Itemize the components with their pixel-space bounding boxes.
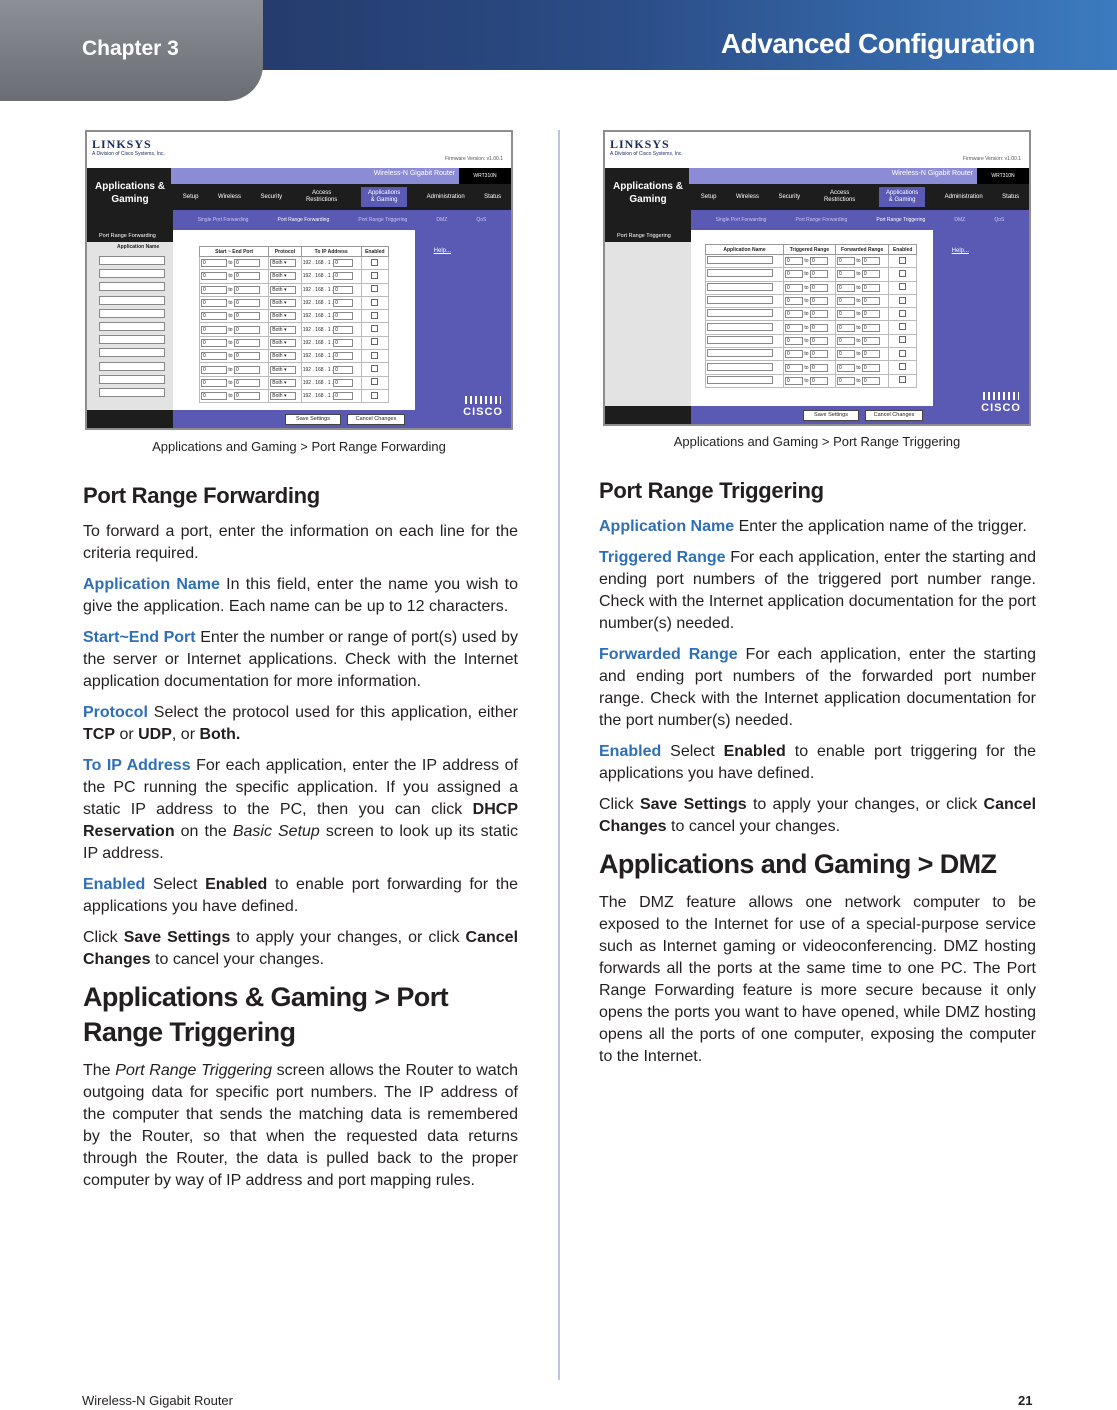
app-name-input[interactable] (99, 348, 165, 357)
to-label: to (228, 286, 233, 293)
model-number: WRT310N (977, 168, 1029, 184)
app-name-input[interactable] (99, 256, 165, 265)
menu-wireless[interactable]: Wireless (217, 193, 241, 200)
triggered-end-input[interactable]: 0 (810, 377, 828, 385)
para-protocol: Protocol Select the protocol used for this application, either TCP or UDP, or Both. (83, 704, 518, 743)
ip-prefix: 192 . 168 . 1 . (302, 366, 334, 373)
heading-port-range-triggering-right: Port Range Triggering (599, 478, 824, 503)
cancel-changes-button[interactable]: Cancel Changes (347, 414, 405, 425)
protocol-select[interactable]: Both ▾ (270, 326, 296, 334)
term-to-ip-address: To IP Address (83, 757, 191, 774)
term-start-end-port: Start~End Port (83, 629, 196, 646)
end-port-input[interactable]: 0 (234, 352, 260, 360)
heading-dmz: Applications and Gaming > DMZ (599, 849, 997, 879)
save-settings-button[interactable]: Save Settings (285, 414, 341, 425)
app-name-input[interactable] (707, 336, 773, 344)
ip-prefix: 192 . 168 . 1 . (302, 353, 334, 360)
table-row (200, 310, 389, 323)
figure1-caption: Applications and Gaming > Port Range Forwarding (152, 439, 446, 454)
to-label: to (228, 353, 233, 360)
col-enabled: Enabled (889, 245, 917, 255)
enabled-checkbox[interactable] (371, 312, 378, 319)
forwarded-start-input[interactable]: 0 (837, 270, 855, 278)
to-label: to (228, 300, 233, 307)
sidebar (605, 230, 691, 424)
logo-subtitle: A Division of Cisco Systems, Inc. (92, 151, 165, 157)
submenu-port-range-triggering[interactable]: Port Range Triggering (876, 217, 926, 223)
forwarded-start-input[interactable]: 0 (837, 377, 855, 385)
ip-last-octet-input[interactable]: 0 (333, 259, 353, 267)
to-label: to (228, 393, 233, 400)
forwarded-start-input[interactable]: 0 (837, 324, 855, 332)
forwarded-end-input[interactable]: 0 (862, 377, 880, 385)
ip-prefix: 192 . 168 . 1 . (302, 260, 334, 267)
app-name-input[interactable] (99, 362, 165, 371)
left-column (83, 483, 518, 1201)
sidebar (87, 230, 173, 428)
triggered-start-input[interactable]: 0 (785, 257, 803, 265)
submenu-dmz[interactable]: DMZ (954, 217, 966, 223)
submenu-qos[interactable]: QoS (476, 217, 487, 223)
app-name-input[interactable] (707, 323, 773, 331)
triggered-start-input[interactable]: 0 (785, 377, 803, 385)
triggered-end-input[interactable]: 0 (810, 297, 828, 305)
forwarded-end-input[interactable]: 0 (862, 270, 880, 278)
menu-administration[interactable]: Administration (944, 193, 983, 200)
enabled-checkbox[interactable] (371, 365, 378, 372)
protocol-select[interactable]: Both ▾ (270, 272, 296, 280)
triggered-end-input[interactable]: 0 (810, 310, 828, 318)
to-label: to (228, 326, 233, 333)
table-row (200, 363, 389, 376)
forwarded-end-input[interactable]: 0 (862, 257, 880, 265)
app-name-input[interactable] (707, 309, 773, 317)
to-label: to (856, 351, 861, 358)
enabled-checkbox[interactable] (899, 297, 906, 304)
triggered-start-input[interactable]: 0 (785, 284, 803, 292)
app-name-input[interactable] (99, 296, 165, 305)
table-row (706, 281, 917, 294)
triggered-start-input[interactable]: 0 (785, 270, 803, 278)
cisco-logo-icon (465, 396, 501, 404)
para-port-range-triggering: The Port Range Triggering screen allows the Router to watch outgoing data for specific port numbers. The IP address of the computer that sends the matching data is remembered by the Router, so that when the requested data returns through the Router, the data is pulled back to the proper computer by way of IP address and port mapping rules. (83, 1062, 519, 1189)
para-enabled: Enabled Select Enabled to enable port forwarding for the applications you have defined. (83, 876, 519, 915)
term-protocol: Protocol (83, 704, 148, 721)
to-label: to (804, 258, 809, 265)
triggered-start-input[interactable]: 0 (785, 350, 803, 358)
submenu-port-range-triggering[interactable]: Port Range Triggering (358, 217, 408, 223)
submenu-single-port[interactable]: Single Port Forwarding (197, 217, 249, 223)
end-port-input[interactable]: 0 (234, 366, 260, 374)
menu-setup[interactable]: Setup (700, 193, 717, 200)
menu-applications-gaming[interactable]: Applications & Gaming (879, 187, 925, 207)
forwarded-end-input[interactable]: 0 (862, 350, 880, 358)
triggered-start-input[interactable]: 0 (785, 310, 803, 318)
forwarded-end-input[interactable]: 0 (862, 337, 880, 345)
table-row (200, 283, 389, 296)
end-port-input[interactable]: 0 (234, 392, 260, 400)
submenu-port-range-forwarding[interactable]: Port Range Forwarding (795, 217, 848, 223)
forwarded-end-input[interactable]: 0 (862, 324, 880, 332)
para-to-ip-address: To IP Address For each application, enter the IP address of the PC running the specific application. If you assigned a static IP address to the PC, then you can click DHCP Reservation on the Basic Setup screen to look up its static IP address. (83, 757, 519, 862)
table-row (200, 336, 389, 349)
end-port-input[interactable]: 0 (234, 339, 260, 347)
save-settings-button[interactable]: Save Settings (803, 410, 859, 421)
app-name-header: Application Name (117, 244, 160, 250)
table-row (706, 374, 917, 387)
ip-last-octet-input[interactable]: 0 (333, 379, 353, 387)
to-label: to (228, 260, 233, 267)
app-name-input[interactable] (707, 256, 773, 264)
ip-last-octet-input[interactable]: 0 (333, 272, 353, 280)
start-port-input[interactable]: 0 (201, 366, 227, 374)
table-row (200, 257, 389, 270)
protocol-select[interactable]: Both ▾ (270, 259, 296, 267)
table-row (706, 255, 917, 268)
triggered-end-input[interactable]: 0 (810, 257, 828, 265)
end-port-input[interactable]: 0 (234, 379, 260, 387)
table-row (706, 321, 917, 334)
start-port-input[interactable]: 0 (201, 286, 227, 294)
ip-last-octet-input[interactable]: 0 (333, 339, 353, 347)
product-name: Wireless-N Gigabit Router (891, 170, 973, 177)
ip-prefix: 192 . 168 . 1 . (302, 379, 334, 386)
submenu-dmz[interactable]: DMZ (436, 217, 448, 223)
ip-prefix: 192 . 168 . 1 . (302, 339, 334, 346)
forwarded-start-input[interactable]: 0 (837, 257, 855, 265)
app-name-input[interactable] (707, 296, 773, 304)
menu-access-restrictions[interactable]: Access Restrictions (305, 190, 338, 203)
sub-menu (691, 210, 1029, 230)
page-title: Advanced Configuration (720, 28, 1035, 59)
end-port-input[interactable]: 0 (234, 272, 260, 280)
protocol-select[interactable]: Both ▾ (270, 286, 296, 294)
start-port-input[interactable]: 0 (201, 259, 227, 267)
app-name-input[interactable] (707, 376, 773, 384)
term-application-name: Application Name (599, 518, 735, 535)
table-row (706, 308, 917, 321)
enabled-checkbox[interactable] (371, 392, 378, 399)
term-forwarded-range: Forwarded Range (599, 646, 738, 663)
enabled-checkbox[interactable] (371, 259, 378, 266)
ip-last-octet-input[interactable]: 0 (333, 326, 353, 334)
table-row (200, 389, 389, 402)
forwarded-start-input[interactable]: 0 (837, 310, 855, 318)
to-label: to (856, 298, 861, 305)
ip-prefix: 192 . 168 . 1 . (302, 313, 334, 320)
enabled-checkbox[interactable] (899, 336, 906, 343)
enabled-checkbox[interactable] (899, 283, 906, 290)
end-port-input[interactable]: 0 (234, 312, 260, 320)
triggered-start-input[interactable]: 0 (785, 364, 803, 372)
menu-security[interactable]: Security (778, 193, 801, 200)
menu-applications-gaming[interactable]: Applications & Gaming (361, 187, 407, 207)
forwarded-end-input[interactable]: 0 (862, 297, 880, 305)
enabled-checkbox[interactable] (371, 285, 378, 292)
para-application-name: Application Name Enter the application name of the trigger. (599, 518, 1027, 535)
to-label: to (804, 311, 809, 318)
to-label: to (856, 258, 861, 265)
product-name: Wireless-N Gigabit Router (373, 170, 455, 177)
enabled-checkbox[interactable] (371, 352, 378, 359)
intro-paragraph: To forward a port, enter the information on each line for the criteria required. (83, 523, 518, 562)
sub-menu (173, 210, 511, 230)
start-port-input[interactable]: 0 (201, 272, 227, 280)
col-to-ip: To IP Address (301, 247, 361, 257)
table-row (706, 294, 917, 307)
triggered-start-input[interactable]: 0 (785, 324, 803, 332)
triggered-end-input[interactable]: 0 (810, 270, 828, 278)
enabled-checkbox[interactable] (899, 323, 906, 330)
cisco-logo-icon (983, 392, 1019, 400)
end-port-input[interactable]: 0 (234, 259, 260, 267)
term-triggered-range: Triggered Range (599, 549, 726, 566)
start-port-input[interactable]: 0 (201, 312, 227, 320)
enabled-checkbox[interactable] (899, 270, 906, 277)
ip-last-octet-input[interactable]: 0 (333, 352, 353, 360)
table-row (200, 296, 389, 309)
para-save-cancel: Click Save Settings to apply your changes, or click Cancel Changes to cancel your changes. (599, 796, 1037, 835)
triggered-end-input[interactable]: 0 (810, 350, 828, 358)
to-label: to (856, 324, 861, 331)
term-enabled: Enabled (83, 876, 146, 893)
start-port-input[interactable]: 0 (201, 392, 227, 400)
term-enabled: Enabled (599, 743, 662, 760)
table-row (706, 268, 917, 281)
to-label: to (804, 324, 809, 331)
column-divider (558, 130, 560, 1380)
logo-subtitle: A Division of Cisco Systems, Inc. (610, 151, 683, 157)
menu-security[interactable]: Security (260, 193, 283, 200)
page-number: 21 (1018, 1393, 1033, 1408)
app-name-inputs (99, 256, 165, 401)
model-number: WRT310N (459, 168, 511, 184)
enabled-checkbox[interactable] (899, 310, 906, 317)
to-label: to (856, 271, 861, 278)
para-triggered-range: Triggered Range For each application, enter the starting and ending port numbers of the triggered port number range. Check with the Internet application documentation for the port number(s) needed. (599, 549, 1036, 632)
start-port-input[interactable]: 0 (201, 339, 227, 347)
end-port-input[interactable]: 0 (234, 326, 260, 334)
protocol-select[interactable]: Both ▾ (270, 366, 296, 374)
protocol-select[interactable]: Both ▾ (270, 299, 296, 307)
para-dmz: The DMZ feature allows one network computer to be exposed to the Internet for use of a special-purpose service such as Internet gaming or videoconferencing. DMZ hosting forwards all the ports at the same time to one PC. The Port Range Forwarding feature is more secure because it only opens the ports you want to have opened, while DMZ hosting opens all the ports of one computer, exposing the computer to the Internet. (599, 894, 1036, 1065)
protocol-select[interactable]: Both ▾ (270, 379, 296, 387)
app-name-input[interactable] (99, 269, 165, 278)
table-row (200, 350, 389, 363)
enabled-checkbox[interactable] (371, 272, 378, 279)
app-name-input[interactable] (707, 349, 773, 357)
para-application-name: Application Name In this field, enter the name you wish to give the application. Each name can be up to 12 characters. (83, 576, 518, 615)
col-forwarded-range: Forwarded Range (835, 245, 888, 255)
ip-last-octet-input[interactable]: 0 (333, 299, 353, 307)
help-link[interactable]: Help... (433, 248, 451, 254)
table-row (200, 270, 389, 283)
submenu-qos[interactable]: QoS (994, 217, 1005, 223)
ip-last-octet-input[interactable]: 0 (333, 286, 353, 294)
help-link[interactable]: Help... (951, 248, 969, 254)
col-start-end-port: Start ~ End Port (200, 247, 269, 257)
app-name-input[interactable] (99, 282, 165, 291)
para-enabled: Enabled Select Enabled to enable port triggering for the applications you have defined. (599, 743, 1037, 782)
app-name-input[interactable] (99, 309, 165, 318)
to-label: to (856, 337, 861, 344)
ip-prefix: 192 . 168 . 1 . (302, 286, 334, 293)
ip-prefix: 192 . 168 . 1 . (302, 326, 334, 333)
para-start-end-port: Start~End Port Enter the number or range of port(s) used by the server or Internet applications. Check with the Internet application documentation for more information. (83, 629, 518, 690)
right-column (599, 478, 1036, 1077)
start-port-input[interactable]: 0 (201, 299, 227, 307)
term-application-name: Application Name (83, 576, 220, 593)
to-label: to (856, 377, 861, 384)
enabled-checkbox[interactable] (371, 325, 378, 332)
end-port-input[interactable]: 0 (234, 286, 260, 294)
protocol-select[interactable]: Both ▾ (270, 339, 296, 347)
protocol-select[interactable]: Both ▾ (270, 352, 296, 360)
main-menu (691, 184, 1029, 210)
to-label: to (804, 271, 809, 278)
enabled-checkbox[interactable] (899, 363, 906, 370)
section-title: Applications & Gaming (605, 168, 691, 230)
figure-port-range-triggering (603, 130, 1031, 426)
figure-port-range-forwarding (85, 130, 513, 430)
col-application-name: Application Name (706, 245, 784, 255)
col-enabled: Enabled (361, 247, 388, 257)
menu-status[interactable]: Status (484, 193, 502, 200)
enabled-checkbox[interactable] (899, 376, 906, 383)
table-row (200, 323, 389, 336)
cisco-logo: CISCO (981, 402, 1021, 414)
linksys-logo: LINKSYS (92, 137, 152, 151)
enabled-checkbox[interactable] (371, 338, 378, 345)
enabled-checkbox[interactable] (899, 257, 906, 264)
table-row (706, 361, 917, 374)
firmware-version: Firmware Version: v1.00.1 (444, 156, 503, 162)
triggering-table (705, 244, 917, 388)
submenu-port-range-forwarding[interactable]: Port Range Forwarding (277, 217, 330, 223)
ip-last-octet-input[interactable]: 0 (333, 312, 353, 320)
enabled-checkbox[interactable] (371, 378, 378, 385)
to-label: to (856, 284, 861, 291)
triggered-end-input[interactable]: 0 (810, 324, 828, 332)
section-title: Applications & Gaming (87, 168, 173, 230)
triggered-end-input[interactable]: 0 (810, 284, 828, 292)
ip-prefix: 192 . 168 . 1 . (302, 300, 334, 307)
forwarded-start-input[interactable]: 0 (837, 284, 855, 292)
end-port-input[interactable]: 0 (234, 299, 260, 307)
table-row (706, 334, 917, 347)
enabled-checkbox[interactable] (899, 350, 906, 357)
start-port-input[interactable]: 0 (201, 326, 227, 334)
to-label: to (804, 337, 809, 344)
enabled-checkbox[interactable] (371, 299, 378, 306)
ip-last-octet-input[interactable]: 0 (333, 392, 353, 400)
protocol-select[interactable]: Both ▾ (270, 392, 296, 400)
chapter-label: Chapter 3 (82, 37, 179, 60)
forwarded-start-input[interactable]: 0 (837, 350, 855, 358)
app-name-input[interactable] (99, 322, 165, 331)
cancel-changes-button[interactable]: Cancel Changes (865, 410, 923, 421)
sidebar-label: Port Range Triggering (605, 230, 691, 242)
to-label: to (856, 311, 861, 318)
menu-status[interactable]: Status (1002, 193, 1020, 200)
to-label: to (804, 298, 809, 305)
firmware-version: Firmware Version: v1.00.1 (962, 156, 1021, 162)
triggered-end-input[interactable]: 0 (810, 337, 828, 345)
to-label: to (804, 377, 809, 384)
table-row (706, 348, 917, 361)
para-save-cancel: Click Save Settings to apply your changes, or click Cancel Changes to cancel your changes. (83, 929, 519, 968)
linksys-logo: LINKSYS (610, 137, 670, 151)
triggered-start-input[interactable]: 0 (785, 337, 803, 345)
to-label: to (804, 284, 809, 291)
sidebar-label: Port Range Forwarding (87, 230, 173, 242)
app-name-input[interactable] (99, 388, 165, 397)
to-label: to (228, 313, 233, 320)
forwarded-start-input[interactable]: 0 (837, 337, 855, 345)
forwarded-end-input[interactable]: 0 (862, 310, 880, 318)
to-label: to (856, 364, 861, 371)
to-label: to (228, 366, 233, 373)
forwarded-end-input[interactable]: 0 (862, 364, 880, 372)
forwarded-start-input[interactable]: 0 (837, 364, 855, 372)
footer-product: Wireless-N Gigabit Router (82, 1393, 233, 1408)
to-label: to (804, 364, 809, 371)
triggered-start-input[interactable]: 0 (785, 297, 803, 305)
figure2-caption: Applications and Gaming > Port Range Triggering (673, 434, 961, 449)
ip-prefix: 192 . 168 . 1 . (302, 393, 334, 400)
ip-prefix: 192 . 168 . 1 . (302, 273, 334, 280)
protocol-select[interactable]: Both ▾ (270, 312, 296, 320)
menu-access-restrictions[interactable]: Access Restrictions (823, 190, 856, 203)
forwarded-end-input[interactable]: 0 (862, 284, 880, 292)
to-label: to (804, 351, 809, 358)
heading-port-range-forwarding: Port Range Forwarding (83, 483, 320, 508)
forwarding-table (199, 246, 389, 403)
menu-setup[interactable]: Setup (182, 193, 199, 200)
ip-last-octet-input[interactable]: 0 (333, 366, 353, 374)
menu-wireless[interactable]: Wireless (735, 193, 759, 200)
forwarded-start-input[interactable]: 0 (837, 297, 855, 305)
to-label: to (228, 273, 233, 280)
app-name-input[interactable] (99, 375, 165, 384)
app-name-input[interactable] (99, 335, 165, 344)
app-name-input[interactable] (707, 283, 773, 291)
cisco-logo: CISCO (463, 406, 503, 418)
col-triggered-range: Triggered Range (784, 245, 836, 255)
heading-port-range-triggering: Applications & Gaming > Port Range Triggering (83, 982, 448, 1047)
to-label: to (228, 339, 233, 346)
triggered-end-input[interactable]: 0 (810, 364, 828, 372)
col-protocol: Protocol (269, 247, 301, 257)
app-name-input[interactable] (707, 363, 773, 371)
menu-administration[interactable]: Administration (426, 193, 465, 200)
to-label: to (228, 379, 233, 386)
submenu-single-port[interactable]: Single Port Forwarding (715, 217, 767, 223)
start-port-input[interactable]: 0 (201, 379, 227, 387)
para-forwarded-range: Forwarded Range For each application, enter the starting and ending port numbers of the forwarded port number range. Check with the Internet application documentation for the port number(s) needed. (599, 646, 1036, 729)
main-menu (173, 184, 511, 210)
table-row (200, 376, 389, 389)
start-port-input[interactable]: 0 (201, 352, 227, 360)
app-name-input[interactable] (707, 269, 773, 277)
